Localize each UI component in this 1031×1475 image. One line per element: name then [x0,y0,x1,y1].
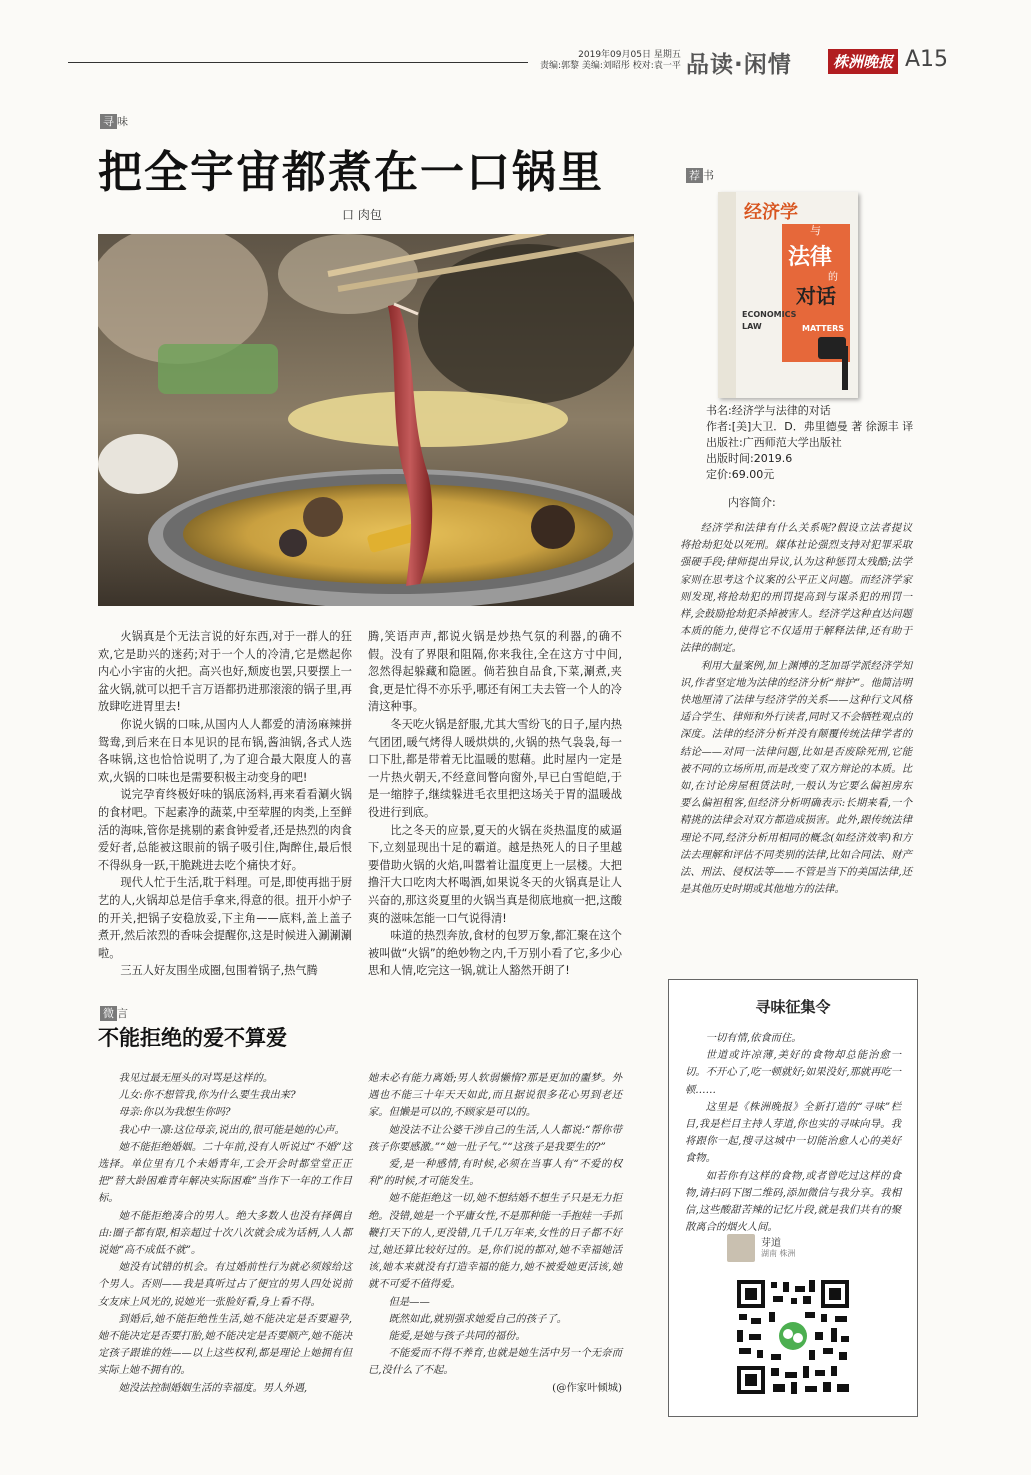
love-article-title: 不能拒绝的爱不算爱 [98,1026,287,1050]
header-date: 2019年09月05日 星期五 [578,50,681,60]
tag-rest: 书 [703,169,714,182]
book-cover-sub3: 的 [828,272,838,283]
tag-box: 荐 [686,168,703,183]
notice-para: 世道或许凉薄,美好的食物却总能治愈一切。不开心了,吃一顿就好;如果没好,那就再吃一顿…… [685,1049,901,1096]
notice-box [668,979,918,1417]
love-article-col1 [98,1070,352,1397]
book-cover-bar [842,346,848,390]
header-editors: 责编:郭黎 美编:刘昭彤 校对:袁一平 [540,61,681,71]
main-article-title: 把全宇宙都煮在一口锅里 [98,147,604,198]
hotpot-illustration [98,234,634,606]
love-col2-para: 她不能拒绝这一切,她不想结婚不想生子只是无力拒绝。没错,她是一个平庸女性,不是那种能一手抱娃一手抓鞭打天下的人,更没错,几千几万年来,女性的日子都不好过,她还算比较好过的。是,你们说的都对,她不幸福她活该,她本来就没有打造幸福的能力,她不被爱她更活该,她就不可爱不值得爱。 [368,1192,622,1291]
love-col2-para: 她没法不让公婆干涉自己的生活,人人都说:“帮你带孩子你要感激。”“她一肚子气。”“这孩子是我要生的?” [368,1123,622,1153]
love-col2-para: 不能爱而不得不养育,也就是她生活中另一个无奈而已,没什么了不起。 [368,1347,622,1377]
book-cover-en3: MATTERS [802,324,845,333]
hotpot-photo [98,234,634,606]
love-col2-para: 但是—— [388,1295,430,1308]
love-col1-para: 母亲:你以为我想生你吗? [118,1106,231,1119]
love-article-col2 [368,1070,622,1397]
header-date-block [540,50,681,72]
header-page-number: A15 [905,47,949,72]
main-col1-para: 火锅真是个无法言说的好东西,对于一群人的狂欢,它是助兴的迷药;对于一个人的冷清,它是燃起你内心小宇宙的火把。高兴也好,颓废也罢,只要摆上一盆火锅,就可以把千言万语都扔进那滚滚的锅子里,再放肆吃进胃里去! [98,630,352,714]
header-paper-logo: 株洲晚报 [828,49,898,74]
book-cover-sub1: 与 [810,224,821,237]
main-col2-para: 味道的热烈奔放,食材的包罗万象,都汇聚在这个被叫做“火锅”的绝妙物之内,千万别小看了它,多少心思和人情,吃完这一锅,就让人豁然开朗了! [368,929,622,978]
book-info-line: 定价:69.00元 [706,468,775,481]
book-intro-para: 经济学和法律有什么关系呢?假设立法者提议将抢劫犯处以死刑。媒体社论强烈支持对犯罪采取强硬手段;律师提出异议,认为这种惩罚太残酷;法学家则在思考这个议案的公平正义问题。而经济学家则发现,将抢劫犯的刑罚提高到与谋杀犯的刑罚一样,会鼓励抢劫犯杀掉被害人。经济学这种直达问题本质的能力,使得它不仅适用于解释法律,还有助于法律的制定。 [680,522,912,655]
notice-para: 一切有情,依食而住。 [705,1032,802,1044]
section-tag-jianshu [686,164,714,183]
book-info [706,403,938,511]
love-col1-para: 她不能拒绝凑合的男人。绝大多数人也没有择偶自由:圈子都有限,相亲超过十次八次就会成为话柄,人人都说她“高不成低不就”。 [98,1209,352,1257]
main-article-author: 口 肉包 [342,208,382,222]
book-cover-title: 经济学 [744,202,798,223]
love-col2-para: 爱,是一种感情,有时候,必须在当事人有“不爱的权利”的时候,才可能发生。 [368,1158,622,1188]
tag-rest: 言 [117,1007,128,1020]
book-cover-en2: LAW [742,322,762,331]
qr-code-icon[interactable] [735,1278,851,1396]
book-cover-en1: ECONOMICS [742,310,797,319]
main-col2-para: 冬天吃火锅是舒服,尤其大雪纷飞的日子,屋内热气团团,暖气烤得人暖烘烘的,火锅的热气袅袅,每一口下肚,都是带着无比温暖的慰藉。此时屋内一定是一片热火朝天,不经意间瞥向窗外,早已白雪皑皑,于是一缩脖子,继续躲进毛衣里把这场关于胃的温暖战役进行到底。 [368,717,622,819]
book-info-line: 书名:经济学与法律的对话 [706,404,831,417]
main-article-col2 [368,628,622,980]
section-tag-weiyan [100,1002,128,1021]
book-cover-sub4: 对话 [796,284,836,308]
main-col2-para: 腾,笑语声声,都说火锅是炒热气氛的利器,的确不假。没有了界限和阻隔,你来我往,全在这方寸中间,忽然得起躲藏和隐匿。倘若独自品食,下菜,涮煮,夹食,更是忙得不亦乐乎,哪还有闲工夫去管一个人的冷清这种事。 [368,630,622,714]
love-col1-para: 到婚后,她不能拒绝性生活,她不能决定是否要避孕,她不能决定是否要打胎,她不能决定是否要顺产,她不能决定孩子跟谁的姓——以上这些权利,都是理论上她拥有但实际上她不拥有的。 [98,1312,352,1377]
main-col1-para: 现代人忙于生活,耽于料理。可是,即使再拙于厨艺的人,火锅却总是信手拿来,得意的很。扭开小炉子的开关,把锅子安稳放妥,下主角——底料,盖上盖子煮开,然后浓烈的香味会提醒你,这是时候进入涮涮涮啦。 [98,876,352,960]
book-cover [718,192,858,398]
book-info-line: 出版社:广西师范大学出版社 [706,436,842,449]
book-intro-label: 内容简介: [728,496,776,509]
tag-box: 微 [100,1006,117,1021]
main-col2-para: 比之冬天的应景,夏天的火锅在炎热温度的威逼下,立刻显现出十足的霸道。越是热死人的日子里越要借助火锅的火焰,叫嚣着让温度更上一层楼。大把撸汗大口吃肉大杯喝酒,如果说冬天的火锅真是让人兴奋的,那这炎夏里的火锅当真是彻底地疯一把,这酸爽的滋味怎能一口气说得清! [368,823,622,925]
section-tag-xunwei [100,110,128,129]
book-intro-para: 利用大量案例,加上渊博的芝加哥学派经济学知识,作者坚定地为法律的经济分析“辩护”。他简洁明快地厘清了法律与经济学的关系——这种行文风格适合学生、律师和外行读者,同时又不会牺牲观点的深度。法律的经济分析并没有颠覆传统法律学者的结论——对同一法律问题,比如是否废除死刑,它能被不同的立场所用,而是改变了双方辩论的本质。比如,在讨论房屋租赁法时,一般认为它要么偏袒房东要么偏袒租客,但经济分析明确表示:长期来看,一个精挑的法律会对双方都造成损害。此外,跟传统法律理论不同,经济分析用相同的概念(如经济效率)和方法去理解和评估不同类别的法律,比如合同法、财产法、刑法、侵权法等——不管是当下的美国法律,还是其他历史时期或其他地方的法律。 [680,659,912,896]
love-col1-para: 我心中一凛:这位母亲,说出的,很可能是她的心声。 [118,1123,345,1136]
header-section: 品读·闲情 [686,52,792,78]
notice-para: 这里是《株洲晚报》全新打造的“寻味”栏目,我是栏目主持人芽道,你也实的寻味向导。我将跟你一起,搜寻这城中一切能治愈人心的美好食物。 [685,1100,901,1165]
book-intro [680,520,912,898]
book-info-line: 出版时间:2019.6 [706,452,793,465]
notice-body [685,1030,901,1236]
main-article-col1 [98,628,352,980]
main-col1-para: 你说火锅的口味,从国内人人都爱的清汤麻辣拼鸳鸯,到后来在日本见识的昆布锅,酱油锅,各式人选各味锅,这也恰恰说明了,为了迎合最大限度人的喜欢,火锅的口味也是需要积极主动变身的吧! [98,717,352,784]
main-col1-para: 说完孕育终极好味的锅底汤料,再来看看涮火锅的食材吧。下起素净的蔬菜,中至荤腥的肉类,上至鲜活的海味,管你是挑剔的素食钟爱者,还是热烈的肉食爱好者,总能被这眼前的锅子吸引住,陶醉住,最后恨不得纵身一跃,干脆跳进去吃个痛快才好。 [98,788,352,872]
love-col1-para: 她没有试错的机会。有过婚前性行为就必须嫁给这个男人。否则——我是真听过占了便宜的男人四处说前女友床上风光的,说她光一张脸好看,身上看不得。 [98,1261,352,1308]
header-rule [68,62,528,63]
love-col1-para: 她没法控制婚姻生活的幸福度。男人外遇, [118,1381,308,1394]
love-col2-para: 她未必有能力离婚;男人软弱懒惰?那是更加的噩梦。外遇也不能三十年天天如此,而且据说很多花心男到老还家。但懒是可以的,不顾家是可以的。 [368,1072,622,1119]
love-col1-para: 儿女:你不想管我,你为什么要生我出来? [118,1089,296,1102]
book-spine [718,192,736,398]
tag-box: 寻 [100,114,117,129]
contact-location: 湖南 株洲 [761,1249,796,1258]
book-cover-sub2: 法律 [788,244,833,270]
love-col2-para: 既然如此,就别强求她爱自己的孩子了。 [388,1312,567,1325]
contact-name: 芽道 [761,1238,781,1249]
love-col1-para: 她不能拒绝婚姻。二十年前,没有人听说过“不婚”这选择。单位里有几个未婚青年,工会开会时都堂堂正正把“替大龄困难青年解决实际困难”当作下一年的工作目标。 [98,1140,352,1205]
main-col1-para: 三五人好友围坐成圈,包围着锅子,热气腾 [120,964,318,978]
notice-title: 寻味征集令 [755,998,831,1016]
avatar [727,1234,755,1262]
notice-para: 如若你有这样的食物,或者曾吃过这样的食物,请扫码下图二维码,添加微信与我分享。我相信,这些酸甜苦辣的记忆片段,就是我们共有的聚散离合的烟火人间。 [685,1169,901,1234]
love-col1-para: 我见过最无厘头的对骂是这样的。 [118,1072,274,1084]
love-article-credit: (@作家叶倾城) [552,1381,622,1394]
book-info-line: 作者:[美]大卫．D．弗里德曼 著 徐源丰 译 [706,420,914,433]
tag-rest: 味 [117,115,128,128]
love-col2-para: 能爱,是她与孩子共同的福份。 [388,1330,526,1343]
